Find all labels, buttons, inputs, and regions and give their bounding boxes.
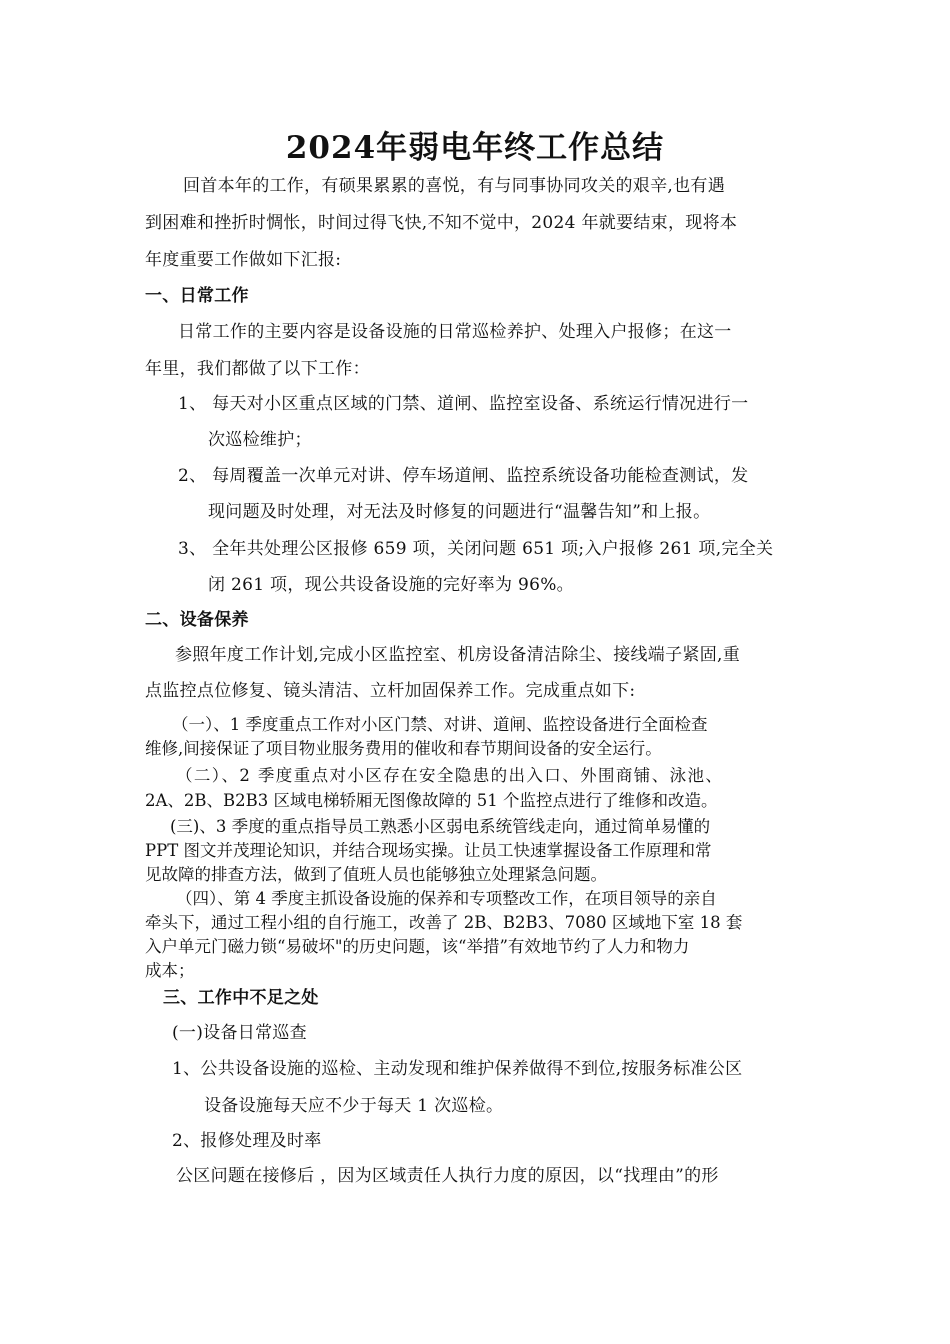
intro-line-2: 到困难和挫折时惆怅，时间过得飞快,不知不觉中，2024 年就要结束，现将本: [145, 213, 738, 233]
maintenance-q4-line-3: 入户单元门磁力锁“易破坏"的历史问题，该“举措”有效地节约了人力和物力: [145, 937, 690, 956]
shortcomings-item-2: 2、报修处理及时率: [172, 1131, 322, 1151]
maintenance-q3-line-2: PPT 图文并茂理论知识，并结合现场实操。让员工快速掌握设备工作原理和常: [145, 841, 712, 860]
maintenance-q1-line-1: （一）、1 季度重点工作对小区门禁、对讲、道闸、监控设备进行全面检查: [172, 715, 708, 734]
maintenance-q1-line-2: 维修,间接保证了项目物业服务费用的催收和春节期间设备的安全运行。: [145, 739, 662, 758]
daily-work-paragraph-line-2: 年里，我们都做了以下工作：: [145, 359, 370, 379]
daily-work-item-2: 2、 每周覆盖一次单元对讲、停车场道闸、监控系统设备功能检查测试，发: [178, 466, 749, 486]
daily-work-item-1: 1、 每天对小区重点区域的门禁、道闸、监控室设备、系统运行情况进行一: [178, 394, 749, 414]
shortcomings-sub-heading-1: (一)设备日常巡查: [172, 1023, 307, 1043]
maintenance-q4-line-2: 牵头下，通过工程小组的自行施工，改善了 2B、B2B3、7080 区域地下室 18 套: [145, 913, 743, 932]
maintenance-q4-line-1: （四）、第 4 季度主抓设备设施的保养和专项整改工作，在项目领导的亲自: [176, 889, 717, 908]
intro-line-3: 年度重要工作做如下汇报:: [145, 250, 342, 270]
daily-work-paragraph-line-1: 日常工作的主要内容是设备设施的日常巡检养护、处理入户报修；在这一: [178, 322, 732, 342]
maintenance-q3-line-3: 见故障的排查方法，做到了值班人员也能够独立处理紧急问题。: [145, 865, 607, 884]
maintenance-q3-line-1: (三)、3 季度的重点指导员工熟悉小区弱电系统管线走向，通过简单易懂的: [170, 817, 711, 836]
daily-work-item-2-cont: 现问题及时处理，对无法及时修复的问题进行“温馨告知”和上报。: [208, 502, 711, 522]
daily-work-item-1-cont: 次巡检维护；: [208, 430, 312, 450]
intro-line-1: 回首本年的工作，有硕果累累的喜悦，有与同事协同攻关的艰辛,也有遇: [183, 176, 726, 196]
shortcomings-item-2-line: 公区问题在接修后 ，因为区域责任人执行力度的原因，以“找理由”的形: [176, 1166, 719, 1186]
shortcomings-item-1: 1、公共设备设施的巡检、主动发现和维护保养做得不到位,按服务标准公区: [172, 1059, 743, 1079]
section-heading-maintenance: 二、设备保养: [145, 610, 249, 630]
document-title: 2024年弱电年终工作总结: [285, 130, 665, 166]
shortcomings-item-1-cont: 设备设施每天应不少于每天 1 次巡检。: [204, 1096, 504, 1116]
section-heading-shortcomings: 三、工作中不足之处: [163, 988, 319, 1008]
maintenance-q4-line-4: 成本；: [145, 961, 195, 980]
maintenance-q2-line-2: 2A、2B、B2B3 区域电梯轿厢无图像故障的 51 个监控点进行了维修和改造。: [145, 791, 718, 810]
maintenance-intro-line-2: 点监控点位修复、镜头清洁、立杆加固保养工作。完成重点如下:: [145, 681, 636, 701]
maintenance-intro-line-1: 参照年度工作计划,完成小区监控室、机房设备清洁除尘、接线端子紧固,重: [175, 645, 741, 665]
daily-work-item-3: 3、 全年共处理公区报修 659 项，关闭问题 651 项;入户报修 261 项,完全关: [178, 539, 774, 559]
section-heading-daily-work: 一、日常工作: [145, 286, 249, 306]
maintenance-q2-line-1: （二）、2 季度重点对小区存在安全隐患的出入口、外围商铺、泳池、: [176, 766, 724, 785]
daily-work-item-3-cont: 闭 261 项，现公共设备设施的完好率为 96%。: [208, 575, 574, 595]
